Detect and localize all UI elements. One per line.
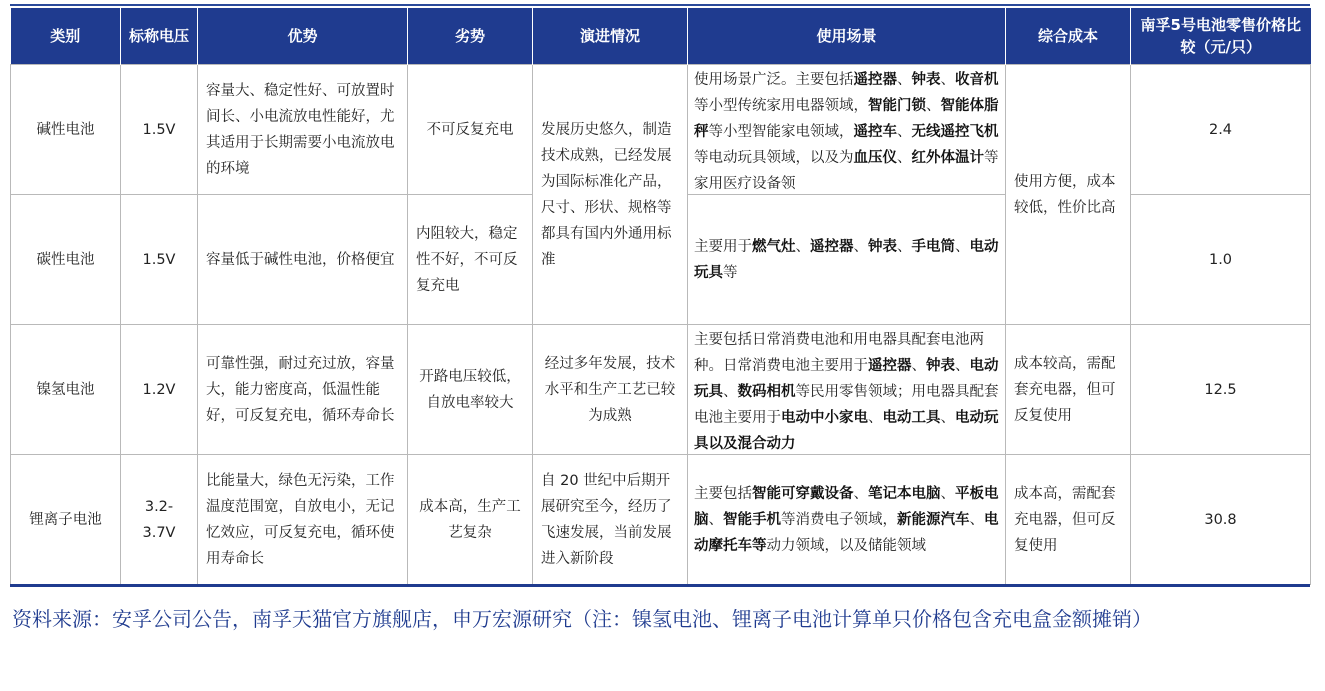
row-disadvantage: 成本高，生产工艺复杂	[408, 455, 533, 585]
scene-text: 主要包括智能可穿戴设备、笔记本电脑、平板电脑、智能手机等消费电子领域，新能源汽车、电动摩托车等动力领域，以及储能领域	[694, 485, 999, 554]
scene-text: 主要用于燃气灶、遥控器、钟表、手电筒、电动玩具等	[694, 238, 999, 281]
row-type: 碳性电池	[11, 195, 121, 325]
row-disadvantage: 不可反复充电	[408, 65, 533, 195]
table-row	[11, 325, 1311, 455]
row-cost: 成本高，需配套充电器，但可反复使用	[1006, 455, 1131, 585]
header-voltage: 标称电压	[121, 8, 198, 65]
row-voltage: 1.2V	[121, 325, 198, 455]
row-price: 1.0	[1131, 195, 1311, 325]
scene-text: 使用场景广泛。主要包括遥控器、钟表、收音机等小型传统家用电器领域，智能门锁、智能体脂秤等小型智能家电领域，遥控车、无线遥控飞机等电动玩具领域，以及为血压仪、红外体温计等家用医疗设备领	[694, 71, 999, 192]
row-price: 2.4	[1131, 65, 1311, 195]
row-advantage: 比能量大，绿色无污染，工作温度范围宽，自放电小，无记忆效应，可反复充电，循环使用寿命长	[198, 455, 408, 585]
row-advantage: 容量大、稳定性好、可放置时间长、小电流放电性能好，尤其适用于长期需要小电流放电的环境	[198, 65, 408, 195]
row-scene	[688, 65, 1006, 195]
header-advantage: 优势	[198, 8, 408, 65]
row-type: 镍氢电池	[11, 325, 121, 455]
row-voltage: 1.5V	[121, 195, 198, 325]
table-row	[11, 455, 1311, 585]
row-scene	[688, 195, 1006, 325]
row-cost: 成本较高，需配套充电器，但可反复使用	[1006, 325, 1131, 455]
row-evolution: 自 20 世纪中后期开展研究至今，经历了飞速发展，当前发展进入新阶段	[533, 455, 688, 585]
row-voltage: 3.2-3.7V	[121, 455, 198, 585]
source-note: 资料来源：安孚公司公告，南孚天猫官方旗舰店，申万宏源研究（注：镍氢电池、锂离子电池计算单只价格包含充电盒金额摊销）	[12, 607, 1152, 631]
row-disadvantage: 内阻较大，稳定性不好，不可反复充电	[408, 195, 533, 325]
row-evolution-merged: 发展历史悠久，制造技术成熟，已经发展为国际标准化产品，尺寸、形状、规格等都具有国内外通用标准	[533, 65, 688, 325]
row-type: 锂离子电池	[11, 455, 121, 585]
row-voltage: 1.5V	[121, 65, 198, 195]
row-advantage: 容量低于碱性电池，价格便宜	[198, 195, 408, 325]
row-cost-merged: 使用方便，成本较低，性价比高	[1006, 65, 1131, 325]
row-price: 12.5	[1131, 325, 1311, 455]
header-disadvantage: 劣势	[408, 8, 533, 65]
header-row	[11, 8, 1311, 65]
row-price: 30.8	[1131, 455, 1311, 585]
row-scene	[688, 325, 1006, 455]
header-scene: 使用场景	[688, 8, 1006, 65]
bottom-rule	[10, 584, 1310, 587]
header-price: 南孚5号电池零售价格比较（元/只）	[1131, 8, 1311, 65]
table-row	[11, 65, 1311, 195]
header-cost: 综合成本	[1006, 8, 1131, 65]
header-evolution: 演进情况	[533, 8, 688, 65]
row-scene	[688, 455, 1006, 585]
scene-text: 主要包括日常消费电池和用电器具配套电池两种。日常消费电池主要用于遥控器、钟表、电动玩具、数码相机等民用零售领域；用电器具配套电池主要用于电动中小家电、电动工具、电动玩具以及混合动力	[694, 331, 999, 452]
battery-comparison-table	[10, 8, 1311, 585]
header-type: 类别	[11, 8, 121, 65]
top-rule	[10, 4, 1310, 6]
row-advantage: 可靠性强，耐过充过放，容量大，能力密度高，低温性能好，可反复充电，循环寿命长	[198, 325, 408, 455]
row-disadvantage: 开路电压较低，自放电率较大	[408, 325, 533, 455]
row-type: 碱性电池	[11, 65, 121, 195]
row-evolution: 经过多年发展，技术水平和生产工艺已较为成熟	[533, 325, 688, 455]
